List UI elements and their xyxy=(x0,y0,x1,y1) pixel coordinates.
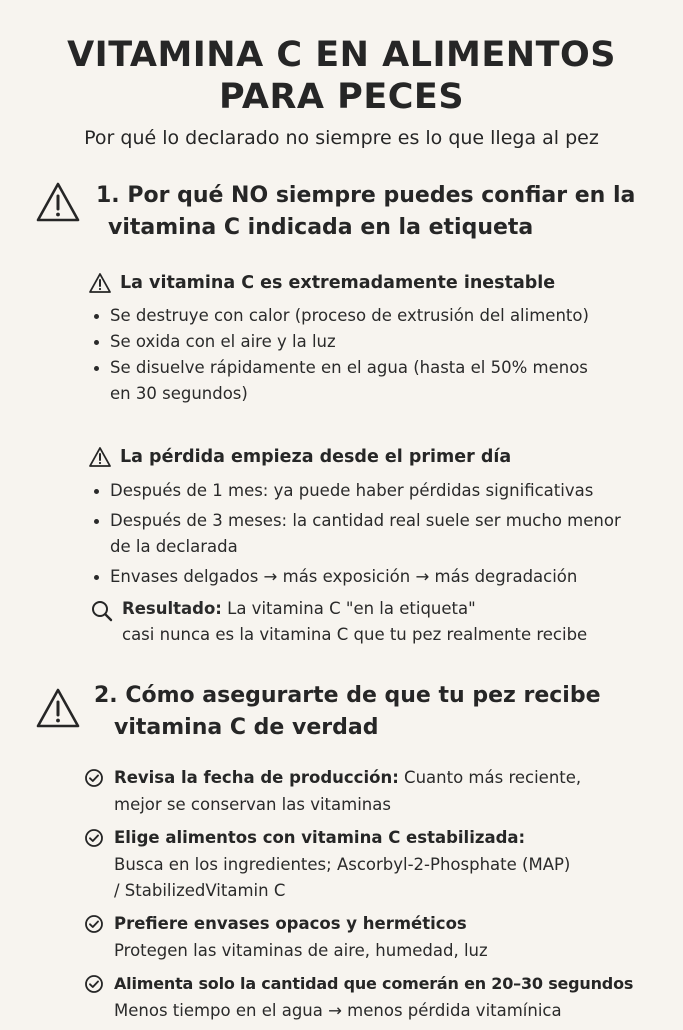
warning-icon xyxy=(88,272,112,294)
list-item xyxy=(92,508,621,560)
list-item xyxy=(92,355,589,407)
list-item-text: Después de 1 mes: ya puede haber pérdidas significativas xyxy=(110,481,594,500)
magnifier-icon xyxy=(90,599,114,623)
block-b-heading xyxy=(88,446,511,468)
check-circle-icon xyxy=(84,914,104,934)
list-item xyxy=(92,329,589,355)
title-line-1: VITAMINA C EN ALIMENTOS xyxy=(67,35,616,75)
result-text: La vitamina C "en la etiqueta" xyxy=(221,599,476,618)
section-2-header xyxy=(34,680,674,740)
list-item xyxy=(92,303,589,329)
warning-icon xyxy=(34,180,82,224)
check-circle-icon xyxy=(84,768,104,788)
list-item-text-continued: en 30 segundos) xyxy=(110,384,248,403)
list-item-text: Se destruye con calor (proceso de extrusión del alimento) xyxy=(110,306,589,325)
warning-icon xyxy=(34,686,82,730)
tip-heading: Alimenta solo la cantidad que comerán en 20–30 segundos xyxy=(114,974,634,993)
result-label: Resultado: xyxy=(122,599,222,618)
result-note xyxy=(90,596,587,648)
tip-description: mejor se conservan las vitaminas xyxy=(114,795,391,814)
list-item xyxy=(92,478,621,504)
tips-list xyxy=(84,764,674,1030)
section-2-title-line-2: vitamina C de verdad xyxy=(114,715,379,740)
title-line-2: PARA PECES xyxy=(218,77,465,117)
page-subtitle: Por qué lo declarado no siempre es lo que llega al pez xyxy=(84,127,599,149)
block-a-heading xyxy=(88,272,555,294)
tip-heading: Revisa la fecha de producción: xyxy=(114,768,399,787)
page-title xyxy=(0,34,683,118)
list-item-text: Después de 3 meses: la cantidad real suele ser mucho menor xyxy=(110,511,621,530)
list-item xyxy=(84,910,674,964)
section-1-title-line-2: vitamina C indicada en la etiqueta xyxy=(108,215,534,240)
section-1-header xyxy=(34,180,674,240)
list-item xyxy=(84,824,674,904)
check-circle-icon xyxy=(84,828,104,848)
check-circle-icon xyxy=(84,974,104,994)
tip-description: Protegen las vitaminas de aire, humedad, luz xyxy=(114,941,488,960)
result-text-continued: casi nunca es la vitamina C que tu pez realmente recibe xyxy=(122,625,588,644)
list-item xyxy=(84,970,674,1024)
tip-description: Menos tiempo en el agua → menos pérdida vitamínica xyxy=(114,1001,562,1020)
tip-description: Busca en los ingredientes; Ascorbyl-2-Phosphate (MAP) xyxy=(114,855,571,874)
section-2-title-line-1: 2. Cómo asegurarte de que tu pez recibe xyxy=(94,683,601,708)
list-item-text: Se oxida con el aire y la luz xyxy=(110,332,336,351)
tip-heading: Prefiere envases opacos y herméticos xyxy=(114,914,467,933)
block-a-list xyxy=(92,303,589,407)
list-item xyxy=(84,764,674,818)
list-item-text: Envases delgados → más exposición → más degradación xyxy=(110,567,578,586)
section-1-title-line-1: 1. Por qué NO siempre puedes confiar en la xyxy=(96,183,636,208)
section-2-title xyxy=(94,680,601,744)
tip-description-continued: / StabilizedVitamin C xyxy=(114,881,286,900)
tip-heading: Elige alimentos con vitamina C estabilizada: xyxy=(114,828,526,847)
block-b-list xyxy=(92,478,621,590)
block-b-heading-text: La pérdida empieza desde el primer día xyxy=(120,447,512,467)
tip-inline-text: Cuanto más reciente, xyxy=(398,768,582,787)
section-1-title xyxy=(96,180,635,244)
warning-icon xyxy=(88,446,112,468)
list-item-text-continued: de la declarada xyxy=(110,537,238,556)
block-a-heading-text: La vitamina C es extremadamente inestable xyxy=(120,273,556,293)
list-item xyxy=(92,564,621,590)
list-item-text: Se disuelve rápidamente en el agua (hasta el 50% menos xyxy=(110,358,588,377)
